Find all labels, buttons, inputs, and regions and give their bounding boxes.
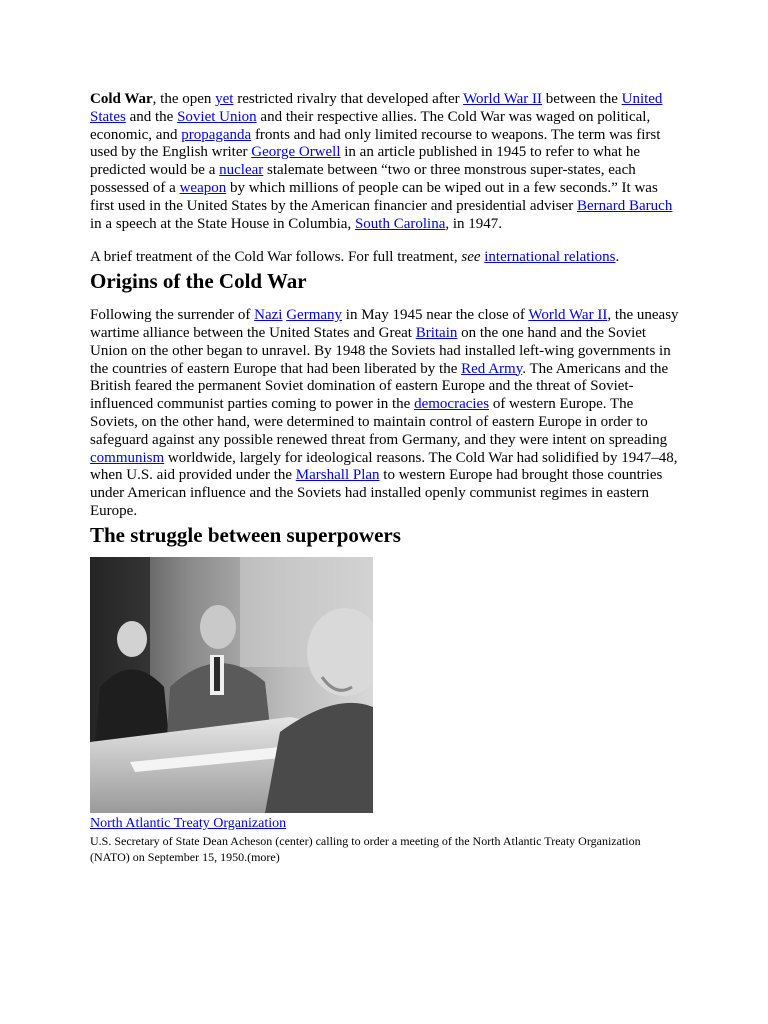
text-span: fronts and had only limited recourse to weapons. The term was first used by the English writer: [90, 126, 661, 161]
text-span: . The Americans and the British feared the permanent Soviet domination of eastern Europe and the threat of Soviet-influenced communist parties coming to power in the: [90, 360, 669, 413]
text-span: in May 1945 near the close of: [342, 307, 529, 324]
heading-struggle: The struggle between superpowers: [90, 522, 401, 547]
text-span: and the: [125, 108, 178, 125]
spacer: [90, 295, 680, 307]
photo-illustration: [90, 557, 373, 813]
link-red-army[interactable]: Red Army: [461, 360, 523, 377]
link-south-carolina[interactable]: South Carolina: [354, 215, 446, 232]
link-world-war-ii-2[interactable]: World War II: [528, 307, 608, 324]
link-george-orwell[interactable]: George Orwell: [251, 144, 341, 161]
text-span: between the: [542, 91, 622, 107]
text-span: in an article published in 1945 to refer to what he predicted would be a: [90, 144, 641, 179]
nato-meeting-photo: [90, 557, 373, 813]
text-span: in a speech at the State House in Columbia,: [90, 215, 355, 232]
text-span: , the uneasy wartime alliance between the United States and Great: [90, 307, 679, 341]
link-germany[interactable]: Germany: [286, 307, 343, 324]
link-world-war-ii[interactable]: World War II: [463, 91, 543, 107]
text-span: of western Europe. The Soviets, on the other hand, were determined to maintain control of eastern Europe in order to safeguard against any possible renewed threat from Germany, and they were intent on spreading: [90, 396, 668, 448]
text-span: , the open: [152, 91, 216, 107]
text-span: on the one hand and the Soviet Union on the other began to unravel. By 1948 the Soviets had installed left-wing governments in the countries of eastern Europe that had been liberated by the: [90, 324, 671, 377]
text-span: .: [615, 249, 620, 266]
article: [90, 91, 680, 865]
link-yet[interactable]: yet: [215, 91, 234, 107]
text-span: stalemate between “two or three monstrous super-states, each possessed of a: [90, 162, 636, 196]
text-span: and their respective allies. The Cold War was waged on political, economic, and: [90, 108, 651, 143]
text-span: to western Europe had brought those countries under American influence and the Soviets had installed openly communist regimes in eastern Europe.: [90, 467, 663, 519]
link-weapon[interactable]: weapon: [179, 179, 227, 196]
link-propaganda[interactable]: propaganda: [181, 126, 252, 143]
link-britain[interactable]: Britain: [415, 324, 458, 341]
link-bernard-baruch[interactable]: Bernard Baruch: [576, 197, 673, 214]
caption-link-nato[interactable]: North Atlantic Treaty Organization: [90, 815, 287, 831]
link-soviet-union[interactable]: Soviet Union: [177, 108, 257, 125]
origins-paragraph: [90, 307, 680, 521]
text-span: restricted rivalry that developed after: [233, 91, 464, 107]
text-span: worldwide, largely for ideological reasons. The Cold War had solidified by 1947–48, when U.S. aid provided under the: [90, 449, 678, 484]
intro-paragraph: [90, 91, 680, 233]
link-nuclear[interactable]: nuclear: [219, 162, 264, 179]
photo-caption: U.S. Secretary of State Dean Acheson (center) calling to order a meeting of the North Atlantic Treaty Organization (NATO) on September 15, 1950.(more): [90, 833, 641, 864]
see-italic: see: [461, 249, 481, 266]
text-span: , in 1947.: [445, 215, 503, 232]
link-marshall-plan[interactable]: Marshall Plan: [295, 467, 380, 484]
link-nazi[interactable]: Nazi: [254, 307, 283, 324]
brief-paragraph: [90, 249, 680, 267]
spacer: [90, 233, 680, 249]
text-span: Following the surrender of: [90, 307, 255, 324]
link-democracies[interactable]: democracies: [414, 396, 490, 413]
link-united-states[interactable]: United States: [90, 91, 663, 125]
intro-term: Cold War: [90, 91, 153, 107]
heading-origins: Origins of the Cold War: [90, 269, 307, 294]
text-span: A brief treatment of the Cold War follows. For full treatment,: [90, 249, 462, 266]
link-international-relations[interactable]: international relations: [484, 249, 616, 266]
text-span: by which millions of people can be wiped out in a few seconds.” It was first used in the United States by the American financier and presidential adviser: [90, 179, 658, 214]
link-communism[interactable]: communism: [90, 449, 165, 466]
